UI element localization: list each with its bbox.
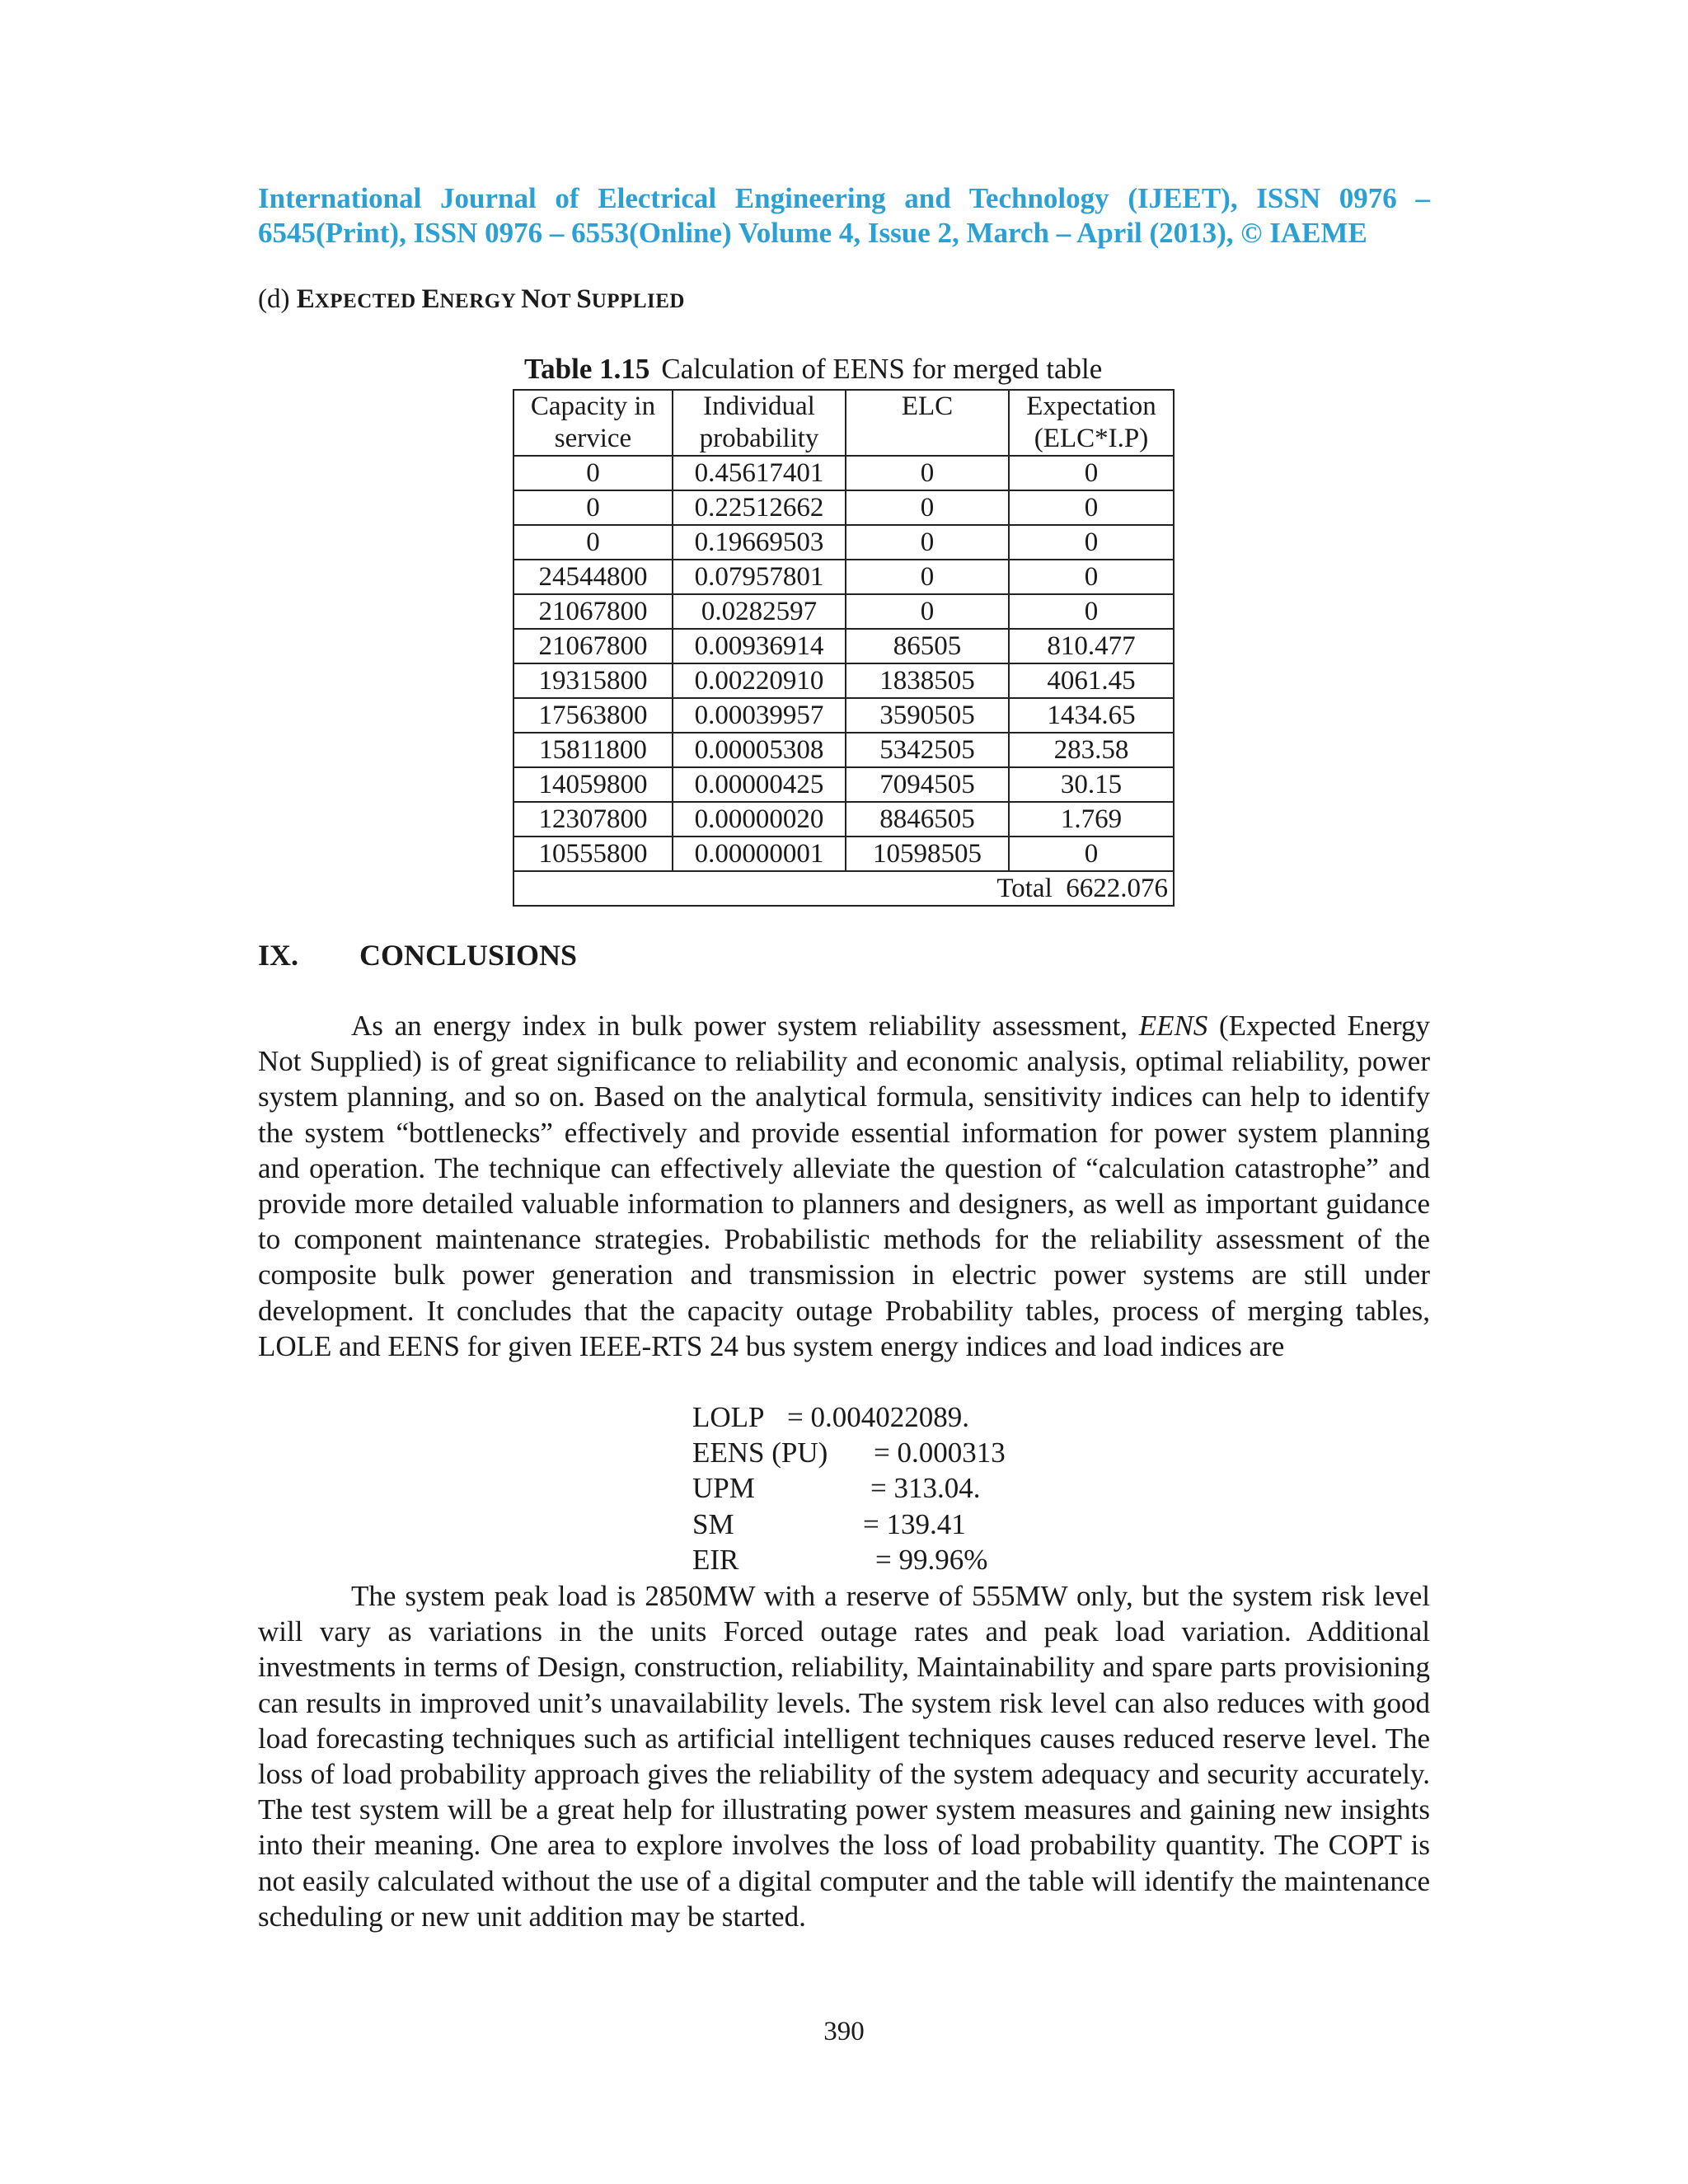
- table-cell: 0: [1009, 837, 1174, 871]
- table-cell: 1434.65: [1009, 698, 1174, 733]
- table-row: [513, 802, 1174, 837]
- heading-initial: S: [576, 284, 592, 314]
- table-cell: 283.58: [1009, 733, 1174, 767]
- table-caption: [524, 353, 1102, 386]
- table-cell: 7094505: [846, 767, 1009, 802]
- section-number: IX.: [258, 939, 299, 972]
- heading-rest: NERGY: [439, 290, 522, 312]
- table-cell: 1.769: [1009, 802, 1174, 837]
- table-row: [513, 698, 1174, 733]
- conclusion-paragraph-2: The system peak load is 2850MW with a reserve of 555MW only, but the system risk level will vary as variations in the units Forced outage rates and peak load variation. Additional investments in terms of Design, construction, reliability, Maintainability and spare parts provisioning can results in improved unit’s unavailability levels. The system risk level can also reduces with good load forecasting techniques such as artificial intelligent techniques causes reduced reserve level. The loss of load probability approach gives the reliability of the system adequacy and security accurately. The test system will be a great help for illustrating power system measures and gaining new insights into their meaning. One area to explore involves the loss of load probability quantity. The COPT is not easily calculated without the use of a digital computer and the table will identify the maintenance scheduling or new unit addition may be started.: [258, 1580, 1430, 1933]
- table-cell: 4061.45: [1009, 663, 1174, 698]
- subsection-heading: [258, 284, 685, 315]
- table-cell: 0.07957801: [673, 560, 846, 594]
- section-heading: [258, 938, 577, 972]
- page-number: 390: [823, 2017, 865, 2046]
- table-row: [513, 525, 1174, 560]
- table-cell: 0: [846, 490, 1009, 525]
- journal-header: International Journal of Electrical Engineering and Technology (IJEET), ISSN 0976 – 6545(Print), ISSN 0976 – 6553(Online) Volume 4, Issue 2, March – April (2013), © IAEME: [258, 182, 1430, 249]
- table-caption-label: Table 1.15: [524, 353, 650, 385]
- table-row: [513, 594, 1174, 629]
- table-cell: 0: [846, 525, 1009, 560]
- heading-rest: OT: [540, 290, 577, 312]
- document-page: International Journal of Electrical Engineering and Technology (IJEET), ISSN 0976 – 6545(Print), ISSN 0976 – 6553(Online) Volume 4, Issue 2, March – April (2013), © IAEME (d) EXPECTED ENERGY NOT SUPPLIED Table 1.15 Calculation of EENS for merged table Capacity in service Individual probability ELC Expectation (ELC*I.P) 0 0.45617401 0 0 0 0.22512662 0 0 0 0.19669503 0 0 24544800 0.07957801 0 0 21067800 0.0282597 0 0 21067800 0.00936914 86505 810.477 19315800 0.00220910 1838505 4061.45 17563800 0.00039957 3590505 1434.65 15811800 0.00005308 5342505 283.58 14059800 0.00000425 7094505 30.15 12307800 0.00000020 8846505 1.769 10555800 0.00000001 10598505 0 Total 6622.076 IX. CONCLUSIONS As an energy index in bulk power system reliability assessment, EENS (Expected Energy Not Supplied) is of great significance to reliability and economic analysis, optimal reliability, power system planning, and so on. Based on the analytical formula, sensitivity indices can help to identify the system “bottlenecks” effectively and provide essential information for power system planning and operation. The technique can effectively alleviate the question of “calculation catastrophe” and provide more detailed valuable information to planners and designers, as well as important guidance to component maintenance strategies. Probabilistic methods for the reliability assessment of the composite bulk power generation and transmission in electric power systems are still under development. It concludes that the capacity outage Probability tables, process of merging tables, LOLE and EENS for given IEEE-RTS 24 bus system energy indices and load indices are LOLP = 0.004022089. EENS (PU) = 0.000313 UPM = 313.04. SM = 139.41 EIR = 99.96% The system peak load is 2850MW with a reserve of 555MW only, but the system risk level will vary as variations in the units Forced outage rates and peak load variation. Additional investments in terms of Design, construction, reliability, Maintainability and spare parts provisioning can results in improved unit’s unavailability levels. The system risk level can also reduces with good load forecasting techniques such as artificial intelligent techniques causes reduced reserve level. The loss of load probability approach gives the reliability of the system adequacy and security accurately. The test system will be a great help for illustrating power system measures and gaining new insights into their meaning. One area to explore involves the loss of load probability quantity. The COPT is not easily calculated without the use of a digital computer and the table will identify the maintenance scheduling or new unit addition may be started. 390: [0, 0, 1688, 2184]
- table-body: [513, 456, 1174, 871]
- table-cell: 17563800: [513, 698, 673, 733]
- table-cell: 0: [1009, 560, 1174, 594]
- table-cell: 0: [1009, 594, 1174, 629]
- table-total-row: [513, 871, 1174, 906]
- table-row: [513, 490, 1174, 525]
- table-cell: 10598505: [846, 837, 1009, 871]
- table-cell: 1838505: [846, 663, 1009, 698]
- table-cell: 15811800: [513, 733, 673, 767]
- header-cell: Expectation (ELC*I.P): [1009, 390, 1174, 456]
- table-cell: 24544800: [513, 560, 673, 594]
- header-cell: ELC: [846, 390, 1009, 456]
- eens-table: [513, 389, 1175, 907]
- heading-initial: N: [521, 284, 541, 314]
- table-cell: 0.45617401: [673, 456, 846, 490]
- table-cell: 0: [1009, 456, 1174, 490]
- table-row: [513, 629, 1174, 663]
- heading-rest: UPPLIED: [591, 290, 685, 312]
- table-cell: 0: [846, 560, 1009, 594]
- table-row: [513, 560, 1174, 594]
- table-cell: 0.19669503: [673, 525, 846, 560]
- table-cell: 0.00936914: [673, 629, 846, 663]
- section-title: CONCLUSIONS: [359, 939, 578, 972]
- table-cell: 0.00220910: [673, 663, 846, 698]
- table-cell: 5342505: [846, 733, 1009, 767]
- heading-initial: E: [421, 284, 440, 314]
- table-cell: 0: [1009, 490, 1174, 525]
- table-cell: 0.00000020: [673, 802, 846, 837]
- table-cell: 10555800: [513, 837, 673, 871]
- subsection-prefix: (d): [258, 284, 297, 314]
- table-cell: 3590505: [846, 698, 1009, 733]
- table-row: [513, 456, 1174, 490]
- table-cell: 810.477: [1009, 629, 1174, 663]
- table-row: [513, 767, 1174, 802]
- table-cell: 0: [513, 490, 673, 525]
- table-cell: 21067800: [513, 629, 673, 663]
- total-cell: Total 6622.076: [513, 871, 1174, 906]
- table-cell: 14059800: [513, 767, 673, 802]
- table-cell: 0.00005308: [673, 733, 846, 767]
- table-cell: 0: [1009, 525, 1174, 560]
- header-cell: Individual probability: [673, 390, 846, 456]
- table-cell: 0: [846, 456, 1009, 490]
- heading-rest: XPECTED: [314, 290, 422, 312]
- table-caption-text: Calculation of EENS for merged table: [661, 353, 1103, 385]
- table-cell: 0.0282597: [673, 594, 846, 629]
- table-cell: 0: [513, 456, 673, 490]
- table-cell: 0.00039957: [673, 698, 846, 733]
- table-cell: 19315800: [513, 663, 673, 698]
- eens-emphasis: EENS: [1138, 1010, 1208, 1042]
- table-cell: 0.22512662: [673, 490, 846, 525]
- header-cell: Capacity in service: [513, 390, 673, 456]
- table-header-row: [513, 390, 1174, 456]
- table-row: [513, 837, 1174, 871]
- table-cell: 0: [513, 525, 673, 560]
- table-cell: 0.00000425: [673, 767, 846, 802]
- table-cell: 21067800: [513, 594, 673, 629]
- table-row: [513, 663, 1174, 698]
- table-row: [513, 733, 1174, 767]
- conclusion-paragraph-1: As an energy index in bulk power system reliability assessment, EENS (Expected Energy Not Supplied) is of great significance to reliability and economic analysis, optimal reliability, power system planning, and so on. Based on the analytical formula, sensitivity indices can help to identify the system “bottlenecks” effectively and provide essential information for power system planning and operation. The technique can effectively alleviate the question of “calculation catastrophe” and provide more detailed valuable information to planners and designers, as well as important guidance to component maintenance strategies. Probabilistic methods for the reliability assessment of the composite bulk power generation and transmission in electric power systems are still under development. It concludes that the capacity outage Probability tables, process of merging tables, LOLE and EENS for given IEEE-RTS 24 bus system energy indices and load indices are: [258, 1010, 1430, 1362]
- table-cell: 0.00000001: [673, 837, 846, 871]
- heading-initial: E: [296, 284, 315, 314]
- table-cell: 30.15: [1009, 767, 1174, 802]
- table-cell: 8846505: [846, 802, 1009, 837]
- table-cell: 0: [846, 594, 1009, 629]
- table-cell: 12307800: [513, 802, 673, 837]
- table-cell: 86505: [846, 629, 1009, 663]
